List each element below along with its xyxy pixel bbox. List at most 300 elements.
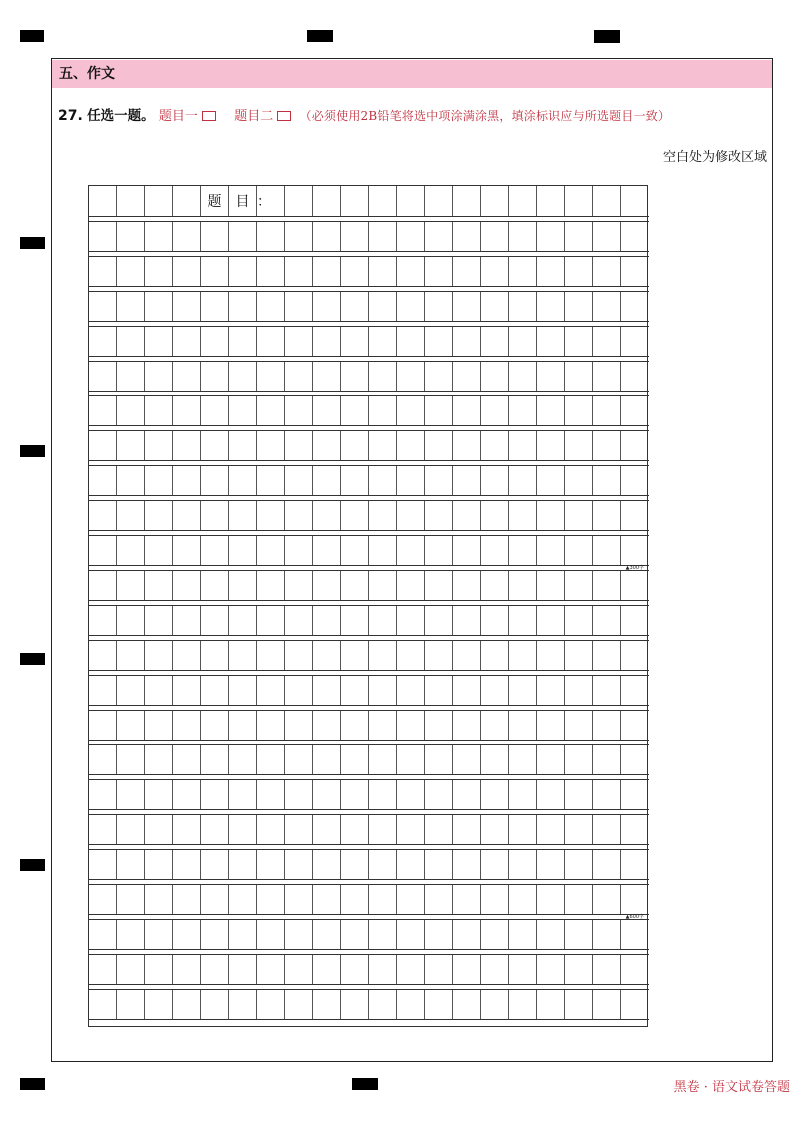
grid-cell[interactable] <box>621 850 649 879</box>
grid-cell[interactable] <box>397 815 425 844</box>
grid-cell[interactable] <box>145 536 173 565</box>
grid-cell[interactable] <box>481 990 509 1019</box>
grid-cell[interactable] <box>397 396 425 425</box>
grid-cell[interactable] <box>285 780 313 809</box>
grid-cell[interactable] <box>117 466 145 495</box>
grid-cell[interactable] <box>369 955 397 984</box>
grid-cell[interactable] <box>257 571 285 600</box>
grid-cell[interactable] <box>201 676 229 705</box>
grid-cell[interactable] <box>89 396 117 425</box>
grid-cell[interactable] <box>397 362 425 391</box>
grid-cell[interactable] <box>593 327 621 356</box>
grid-cell[interactable] <box>89 676 117 705</box>
grid-cell[interactable] <box>481 257 509 286</box>
grid-cell[interactable] <box>285 257 313 286</box>
grid-cell[interactable] <box>425 571 453 600</box>
grid-cell[interactable] <box>145 186 173 216</box>
grid-cell[interactable] <box>593 466 621 495</box>
grid-cell[interactable] <box>537 641 565 670</box>
grid-cell[interactable] <box>369 641 397 670</box>
grid-cell[interactable] <box>117 955 145 984</box>
grid-cell[interactable] <box>285 745 313 774</box>
grid-cell[interactable] <box>565 292 593 321</box>
grid-cell[interactable] <box>369 327 397 356</box>
grid-cell[interactable] <box>593 396 621 425</box>
grid-cell[interactable] <box>481 222 509 251</box>
grid-cell[interactable] <box>89 571 117 600</box>
grid-cell[interactable] <box>173 362 201 391</box>
grid-cell[interactable] <box>173 186 201 216</box>
grid-cell[interactable] <box>341 711 369 740</box>
grid-cell[interactable] <box>257 711 285 740</box>
grid-cell[interactable] <box>285 186 313 216</box>
grid-cell[interactable] <box>537 257 565 286</box>
grid-cell[interactable] <box>173 780 201 809</box>
grid-cell[interactable] <box>397 466 425 495</box>
grid-cell[interactable] <box>397 222 425 251</box>
grid-cell[interactable] <box>369 676 397 705</box>
grid-cell[interactable] <box>89 885 117 914</box>
grid-cell[interactable] <box>89 292 117 321</box>
grid-cell[interactable] <box>593 257 621 286</box>
grid-cell[interactable] <box>621 257 649 286</box>
grid-cell[interactable] <box>453 955 481 984</box>
grid-cell[interactable] <box>201 850 229 879</box>
grid-cell[interactable] <box>537 850 565 879</box>
grid-cell[interactable] <box>117 327 145 356</box>
grid-cell[interactable] <box>369 396 397 425</box>
grid-cell[interactable] <box>145 362 173 391</box>
grid-cell[interactable] <box>173 536 201 565</box>
grid-cell[interactable] <box>509 536 537 565</box>
essay-grid[interactable] <box>88 185 648 1027</box>
grid-cell[interactable] <box>145 990 173 1019</box>
grid-cell[interactable] <box>145 641 173 670</box>
grid-cell[interactable] <box>565 466 593 495</box>
grid-cell[interactable] <box>397 606 425 635</box>
grid-cell[interactable] <box>229 327 257 356</box>
grid-cell[interactable] <box>313 920 341 949</box>
grid-cell[interactable] <box>257 362 285 391</box>
grid-cell[interactable] <box>593 222 621 251</box>
grid-cell[interactable] <box>593 815 621 844</box>
grid-cell[interactable] <box>621 292 649 321</box>
grid-cell[interactable] <box>621 431 649 460</box>
grid-cell[interactable] <box>369 606 397 635</box>
grid-cell[interactable] <box>397 745 425 774</box>
grid-cell[interactable] <box>425 815 453 844</box>
grid-cell[interactable] <box>621 466 649 495</box>
grid-cell[interactable] <box>257 780 285 809</box>
grid-cell[interactable] <box>509 257 537 286</box>
grid-cell[interactable] <box>89 745 117 774</box>
grid-cell[interactable] <box>285 536 313 565</box>
grid-cell[interactable] <box>257 990 285 1019</box>
grid-cell[interactable] <box>341 780 369 809</box>
grid-cell[interactable] <box>201 571 229 600</box>
grid-cell[interactable] <box>453 920 481 949</box>
grid-cell[interactable] <box>369 257 397 286</box>
grid-cell[interactable] <box>621 745 649 774</box>
grid-cell[interactable] <box>257 850 285 879</box>
grid-cell[interactable] <box>621 396 649 425</box>
grid-cell[interactable] <box>145 745 173 774</box>
grid-cell[interactable] <box>145 571 173 600</box>
grid-cell[interactable] <box>565 990 593 1019</box>
grid-cell[interactable] <box>481 885 509 914</box>
grid-cell[interactable] <box>117 362 145 391</box>
grid-cell[interactable] <box>425 292 453 321</box>
grid-cell[interactable] <box>285 641 313 670</box>
grid-cell[interactable] <box>285 885 313 914</box>
grid-cell[interactable] <box>201 780 229 809</box>
grid-cell[interactable] <box>341 571 369 600</box>
grid-cell[interactable] <box>453 466 481 495</box>
grid-cell[interactable] <box>313 466 341 495</box>
grid-cell[interactable] <box>313 676 341 705</box>
grid-cell[interactable] <box>453 745 481 774</box>
grid-cell[interactable] <box>425 711 453 740</box>
grid-cell[interactable] <box>481 466 509 495</box>
grid-cell[interactable] <box>397 536 425 565</box>
grid-cell[interactable] <box>565 885 593 914</box>
grid-cell[interactable] <box>565 606 593 635</box>
grid-cell[interactable] <box>509 501 537 530</box>
grid-cell[interactable] <box>621 641 649 670</box>
grid-cell[interactable] <box>341 257 369 286</box>
grid-cell[interactable] <box>397 850 425 879</box>
grid-cell[interactable] <box>229 780 257 809</box>
grid-cell[interactable] <box>621 676 649 705</box>
grid-cell[interactable] <box>117 222 145 251</box>
grid-cell[interactable] <box>481 780 509 809</box>
grid-cell[interactable] <box>509 711 537 740</box>
grid-cell[interactable] <box>369 536 397 565</box>
grid-cell[interactable] <box>145 396 173 425</box>
grid-cell[interactable] <box>593 362 621 391</box>
grid-cell[interactable] <box>537 222 565 251</box>
grid-cell[interactable] <box>257 885 285 914</box>
grid-cell[interactable] <box>397 327 425 356</box>
grid-cell[interactable] <box>257 955 285 984</box>
grid-cell[interactable] <box>313 501 341 530</box>
grid-cell[interactable] <box>397 431 425 460</box>
grid-cell[interactable] <box>341 362 369 391</box>
grid-cell[interactable] <box>369 920 397 949</box>
grid-cell[interactable] <box>509 955 537 984</box>
grid-cell[interactable] <box>89 850 117 879</box>
grid-cell[interactable] <box>229 536 257 565</box>
grid-cell[interactable] <box>201 815 229 844</box>
grid-cell[interactable] <box>89 606 117 635</box>
grid-cell[interactable] <box>285 676 313 705</box>
grid-cell[interactable] <box>565 920 593 949</box>
grid-cell[interactable] <box>369 815 397 844</box>
grid-cell[interactable] <box>117 257 145 286</box>
grid-cell[interactable] <box>145 292 173 321</box>
grid-cell[interactable] <box>229 676 257 705</box>
grid-cell[interactable] <box>537 186 565 216</box>
grid-cell[interactable] <box>201 362 229 391</box>
grid-cell[interactable] <box>173 327 201 356</box>
grid-cell[interactable] <box>257 466 285 495</box>
grid-cell[interactable] <box>313 327 341 356</box>
grid-cell[interactable] <box>537 396 565 425</box>
grid-cell[interactable] <box>117 292 145 321</box>
grid-cell[interactable] <box>313 431 341 460</box>
grid-cell[interactable] <box>565 676 593 705</box>
grid-cell[interactable] <box>425 222 453 251</box>
grid-cell[interactable] <box>481 396 509 425</box>
grid-cell[interactable] <box>341 396 369 425</box>
grid-cell[interactable] <box>341 222 369 251</box>
grid-cell[interactable] <box>481 186 509 216</box>
grid-cell[interactable] <box>285 920 313 949</box>
grid-cell[interactable] <box>313 536 341 565</box>
grid-cell[interactable] <box>145 885 173 914</box>
grid-cell[interactable] <box>369 885 397 914</box>
grid-cell[interactable] <box>453 990 481 1019</box>
grid-cell[interactable] <box>369 466 397 495</box>
grid-cell[interactable] <box>621 222 649 251</box>
grid-cell[interactable] <box>173 745 201 774</box>
grid-cell[interactable] <box>117 501 145 530</box>
grid-cell[interactable] <box>173 396 201 425</box>
grid-cell[interactable] <box>313 711 341 740</box>
grid-cell[interactable] <box>369 850 397 879</box>
grid-cell[interactable] <box>117 186 145 216</box>
grid-cell[interactable] <box>425 186 453 216</box>
grid-cell[interactable] <box>257 536 285 565</box>
grid-cell[interactable] <box>369 222 397 251</box>
grid-cell[interactable] <box>565 745 593 774</box>
grid-cell[interactable] <box>229 850 257 879</box>
grid-cell[interactable] <box>229 571 257 600</box>
grid-cell[interactable] <box>509 466 537 495</box>
grid-cell[interactable] <box>369 780 397 809</box>
grid-cell[interactable] <box>537 466 565 495</box>
grid-cell[interactable] <box>425 501 453 530</box>
grid-cell[interactable] <box>89 920 117 949</box>
grid-cell[interactable] <box>313 745 341 774</box>
grid-cell[interactable] <box>453 885 481 914</box>
grid-cell[interactable] <box>313 257 341 286</box>
grid-cell[interactable] <box>397 257 425 286</box>
grid-cell[interactable] <box>565 850 593 879</box>
grid-cell[interactable] <box>229 292 257 321</box>
grid-cell[interactable] <box>341 292 369 321</box>
grid-cell[interactable] <box>257 292 285 321</box>
grid-cell[interactable] <box>481 850 509 879</box>
grid-cell[interactable] <box>537 431 565 460</box>
grid-cell[interactable] <box>453 292 481 321</box>
grid-cell[interactable] <box>285 222 313 251</box>
grid-cell[interactable] <box>313 362 341 391</box>
grid-cell[interactable] <box>145 431 173 460</box>
grid-cell[interactable] <box>341 850 369 879</box>
grid-cell[interactable] <box>509 641 537 670</box>
grid-cell[interactable] <box>229 257 257 286</box>
option-2-checkbox[interactable] <box>277 111 291 121</box>
grid-cell[interactable] <box>89 641 117 670</box>
grid-cell[interactable] <box>313 641 341 670</box>
grid-cell[interactable] <box>397 676 425 705</box>
grid-cell[interactable] <box>341 815 369 844</box>
grid-cell[interactable] <box>173 501 201 530</box>
option-1-checkbox[interactable] <box>202 111 216 121</box>
grid-cell[interactable] <box>229 885 257 914</box>
grid-cell[interactable] <box>537 536 565 565</box>
grid-cell[interactable] <box>117 431 145 460</box>
grid-cell[interactable] <box>369 571 397 600</box>
grid-cell[interactable] <box>89 362 117 391</box>
grid-cell[interactable] <box>117 536 145 565</box>
grid-cell[interactable] <box>313 815 341 844</box>
grid-cell[interactable] <box>89 536 117 565</box>
grid-cell[interactable] <box>565 711 593 740</box>
grid-cell[interactable] <box>145 780 173 809</box>
grid-cell[interactable] <box>621 571 649 600</box>
grid-cell[interactable] <box>537 606 565 635</box>
grid-cell[interactable] <box>537 571 565 600</box>
grid-cell[interactable] <box>509 222 537 251</box>
grid-cell[interactable] <box>481 501 509 530</box>
grid-cell[interactable] <box>285 327 313 356</box>
grid-cell[interactable] <box>313 571 341 600</box>
grid-cell[interactable] <box>341 990 369 1019</box>
grid-cell[interactable] <box>453 676 481 705</box>
grid-cell[interactable] <box>229 920 257 949</box>
grid-cell[interactable] <box>537 990 565 1019</box>
grid-cell[interactable] <box>425 396 453 425</box>
grid-cell[interactable] <box>173 676 201 705</box>
grid-cell[interactable] <box>453 431 481 460</box>
grid-cell[interactable] <box>481 676 509 705</box>
grid-cell[interactable] <box>285 990 313 1019</box>
grid-cell[interactable] <box>313 186 341 216</box>
grid-cell[interactable] <box>425 676 453 705</box>
grid-cell[interactable] <box>117 815 145 844</box>
grid-cell[interactable] <box>537 885 565 914</box>
grid-cell[interactable] <box>145 466 173 495</box>
grid-cell[interactable] <box>173 431 201 460</box>
grid-cell[interactable] <box>481 362 509 391</box>
grid-cell[interactable] <box>397 990 425 1019</box>
grid-cell[interactable] <box>397 571 425 600</box>
grid-cell[interactable] <box>397 920 425 949</box>
grid-cell[interactable] <box>145 711 173 740</box>
grid-cell[interactable] <box>425 362 453 391</box>
grid-cell[interactable] <box>257 920 285 949</box>
grid-cell[interactable] <box>537 711 565 740</box>
grid-cell[interactable] <box>369 186 397 216</box>
grid-cell[interactable] <box>425 920 453 949</box>
grid-cell[interactable] <box>285 501 313 530</box>
grid-cell[interactable] <box>229 501 257 530</box>
grid-cell[interactable] <box>509 327 537 356</box>
grid-cell[interactable] <box>425 536 453 565</box>
grid-cell[interactable] <box>285 466 313 495</box>
grid-cell[interactable] <box>173 885 201 914</box>
grid-cell[interactable] <box>89 327 117 356</box>
grid-cell[interactable] <box>509 186 537 216</box>
grid-cell[interactable] <box>145 920 173 949</box>
grid-cell[interactable] <box>201 466 229 495</box>
grid-cell[interactable] <box>565 571 593 600</box>
grid-cell[interactable] <box>285 815 313 844</box>
grid-cell[interactable] <box>425 641 453 670</box>
grid-cell[interactable] <box>509 396 537 425</box>
grid-cell[interactable] <box>257 257 285 286</box>
grid-cell[interactable] <box>621 501 649 530</box>
grid-cell[interactable] <box>397 885 425 914</box>
grid-cell[interactable] <box>481 641 509 670</box>
grid-cell[interactable] <box>593 571 621 600</box>
grid-cell[interactable] <box>537 676 565 705</box>
grid-cell[interactable] <box>593 641 621 670</box>
grid-cell[interactable] <box>89 780 117 809</box>
grid-cell[interactable] <box>621 536 649 565</box>
grid-cell[interactable] <box>229 815 257 844</box>
grid-cell[interactable] <box>621 711 649 740</box>
grid-cell[interactable] <box>565 431 593 460</box>
grid-cell[interactable] <box>341 920 369 949</box>
grid-cell[interactable] <box>481 815 509 844</box>
grid-cell[interactable] <box>229 641 257 670</box>
grid-cell[interactable] <box>341 186 369 216</box>
grid-cell[interactable] <box>117 676 145 705</box>
grid-cell[interactable] <box>341 745 369 774</box>
grid-cell[interactable] <box>621 990 649 1019</box>
grid-cell[interactable] <box>593 850 621 879</box>
grid-cell[interactable] <box>257 745 285 774</box>
grid-cell[interactable] <box>509 745 537 774</box>
grid-cell[interactable] <box>369 431 397 460</box>
grid-cell[interactable] <box>341 431 369 460</box>
grid-cell[interactable] <box>621 186 649 216</box>
grid-cell[interactable] <box>425 955 453 984</box>
grid-cell[interactable] <box>565 780 593 809</box>
grid-cell[interactable] <box>285 711 313 740</box>
grid-cell[interactable] <box>425 257 453 286</box>
grid-cell[interactable] <box>201 885 229 914</box>
grid-cell[interactable] <box>89 955 117 984</box>
grid-cell[interactable] <box>621 362 649 391</box>
grid-cell[interactable] <box>509 920 537 949</box>
grid-cell[interactable] <box>145 257 173 286</box>
grid-cell[interactable] <box>481 536 509 565</box>
grid-cell[interactable] <box>285 571 313 600</box>
grid-cell[interactable] <box>565 222 593 251</box>
grid-cell[interactable] <box>453 327 481 356</box>
grid-cell[interactable] <box>397 780 425 809</box>
grid-cell[interactable] <box>201 431 229 460</box>
grid-cell[interactable] <box>481 955 509 984</box>
grid-cell[interactable] <box>593 536 621 565</box>
grid-cell[interactable] <box>117 606 145 635</box>
grid-cell[interactable] <box>537 815 565 844</box>
grid-cell[interactable] <box>229 711 257 740</box>
grid-cell[interactable] <box>509 292 537 321</box>
grid-cell[interactable] <box>117 780 145 809</box>
grid-cell[interactable] <box>201 711 229 740</box>
grid-cell[interactable] <box>537 292 565 321</box>
grid-cell[interactable] <box>257 641 285 670</box>
grid-cell[interactable] <box>509 431 537 460</box>
grid-cell[interactable] <box>201 955 229 984</box>
grid-cell[interactable] <box>565 396 593 425</box>
grid-cell[interactable] <box>117 396 145 425</box>
